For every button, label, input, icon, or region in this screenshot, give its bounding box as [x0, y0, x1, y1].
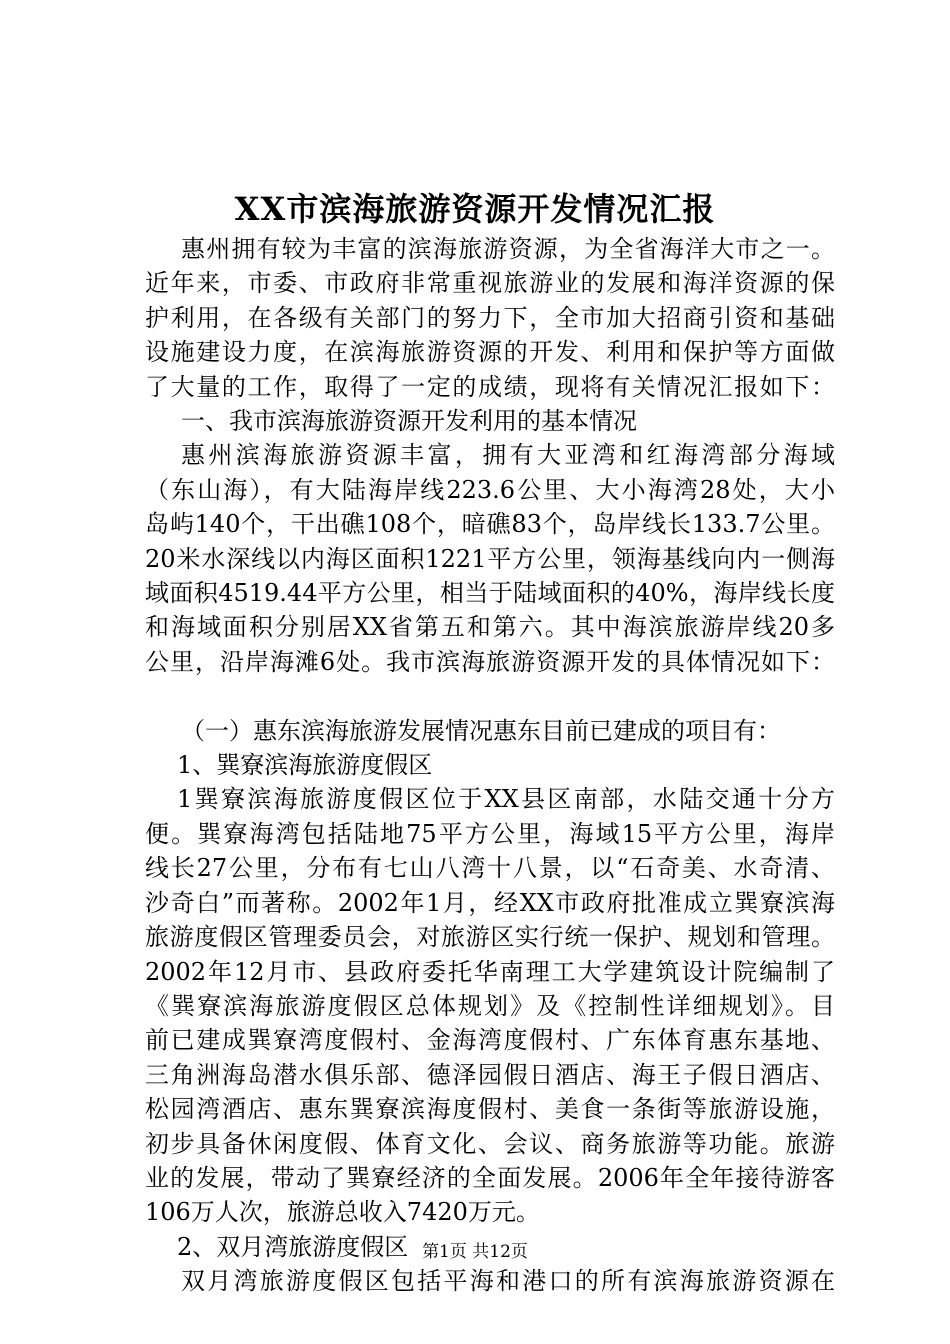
body-line: 106万人次，旅游总收入7420万元。: [145, 1198, 540, 1227]
body-line: 岛屿140个，干出礁108个，暗礁83个，岛岸线长133.7公里。: [145, 510, 835, 539]
body-line: 三角洲海岛潜水俱乐部、德泽园假日酒店、海王子假日酒店、: [145, 1060, 835, 1089]
body-line: 护利用，在各级有关部门的努力下，全市加大招商引资和基础: [145, 303, 835, 332]
body-line: 沙奇白”而著称。2002年1月，经XX市政府批准成立巽寮滨海: [145, 888, 835, 917]
body-line: 便。巽寮海湾包括陆地75平方公里，海域15平方公里，海岸: [145, 819, 835, 848]
body-line: 域面积4519.44平方公里，相当于陆域面积的40%，海岸线长度: [145, 579, 835, 608]
body-line: 前已建成巽寮湾度假村、金海湾度假村、广东体育惠东基地、: [145, 1026, 835, 1055]
body-line: （东山海），有大陆海岸线223.6公里、大小海湾28处，大小: [145, 475, 835, 504]
body-line: 业的发展，带动了巽寮经济的全面发展。2006年全年接待游客: [145, 1163, 835, 1192]
body-line: 惠州拥有较为丰富的滨海旅游资源，为全省海洋大市之一。: [181, 235, 835, 263]
body-line: 和海域面积分别居XX省第五和第六。其中海滨旅游岸线20多: [145, 613, 835, 642]
body-line: 20米水深线以内海区面积1221平方公里，领海基线向内一侧海: [145, 544, 835, 573]
body-line: 《巽寮滨海旅游度假区总体规划》及《控制性详细规划》。目: [145, 991, 835, 1020]
body-line: 1巽寮滨海旅游度假区位于XX县区南部，水陆交通十分方: [177, 785, 835, 814]
page-footer: 第1页 共12页: [422, 1242, 528, 1262]
body-line: 惠州滨海旅游资源丰富，拥有大亚湾和红海湾部分海域: [181, 441, 835, 470]
body-line: 近年来，市委、市政府非常重视旅游业的发展和海洋资源的保: [145, 269, 835, 298]
blank-line: [145, 679, 835, 713]
section-heading: 一、我市滨海旅游资源开发利用的基本情况: [181, 407, 637, 436]
body-line: 初步具备休闲度假、体育文化、会议、商务旅游等功能。旅游: [145, 1129, 835, 1158]
body-line: 线长27公里，分布有七山八湾十八景，以“石奇美、水奇清、: [145, 854, 835, 883]
body-line: 公里，沿岸海滩6处。我市滨海旅游资源开发的具体情况如下：: [145, 647, 835, 676]
body-line: 2002年12月市、县政府委托华南理工大学建筑设计院编制了: [145, 957, 835, 986]
body-line: 设施建设力度，在滨海旅游资源的开发、利用和保护等方面做: [145, 338, 835, 367]
subsection-heading: （一）惠东滨海旅游发展情况惠东目前已建成的项目有：: [181, 716, 781, 745]
document-body: [145, 232, 835, 1299]
item-heading: 1、巽寮滨海旅游度假区: [177, 751, 433, 780]
body-line: 旅游度假区管理委员会，对旅游区实行统一保护、规划和管理。: [145, 923, 835, 952]
item-heading: 2、双月湾旅游度假区: [177, 1232, 409, 1261]
body-line: 双月湾旅游度假区包括平海和港口的所有滨海旅游资源在: [181, 1267, 835, 1296]
document-title: XX市滨海旅游资源开发情况汇报: [234, 190, 716, 228]
body-line: 松园湾酒店、惠东巽寮滨海度假村、美食一条街等旅游设施，: [145, 1095, 835, 1124]
body-line: 了大量的工作，取得了一定的成绩，现将有关情况汇报如下：: [145, 372, 835, 401]
